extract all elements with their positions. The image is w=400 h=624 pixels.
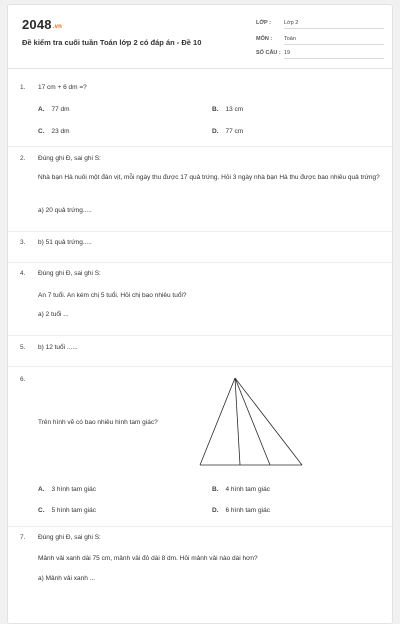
question-number: 4. <box>20 270 26 277</box>
option-text: 77 dm <box>51 106 70 113</box>
option-a[interactable] <box>38 106 70 113</box>
question-stem: Đúng ghi Đ, sai ghi S: <box>38 155 101 162</box>
header <box>8 5 394 67</box>
option-letter: A. <box>38 486 45 493</box>
question-divider <box>8 231 394 232</box>
triangle-figure <box>198 377 308 469</box>
question-number: 1. <box>20 84 26 91</box>
triangle-right-edge <box>235 378 302 465</box>
option-b[interactable] <box>212 106 243 113</box>
option-text: 77 cm <box>225 128 244 135</box>
question-number: 5. <box>20 344 26 351</box>
option-text: 5 hình tam giác <box>51 507 96 514</box>
logo-suffix: .vn <box>52 24 63 30</box>
question-stem: Đúng ghi Đ, sai ghi S: <box>38 534 101 541</box>
answer-statement[interactable]: a) 2 tuổi ... <box>38 311 69 318</box>
question-divider <box>8 262 394 263</box>
option-letter: B. <box>212 106 219 113</box>
answer-statement[interactable]: b) 51 quả trứng..... <box>38 239 92 246</box>
question-passage: Nhà bạn Hà nuôi một đàn vịt, mỗi ngày thu được 17 quả trứng. Hỏi 3 ngày nhà bạn Hà thu được bao nhiêu quả trứng? <box>38 174 380 181</box>
page-title: Đề kiểm tra cuối tuần Toán lớp 2 có đáp án - Đề 10 <box>22 38 202 47</box>
option-letter: C. <box>38 507 45 514</box>
option-letter: C. <box>38 128 45 135</box>
option-text: 13 cm <box>225 106 244 113</box>
option-c[interactable] <box>38 128 70 135</box>
class-label: LỚP : <box>256 20 271 26</box>
option-letter: B. <box>212 486 219 493</box>
option-text: 4 hình tam giác <box>225 486 270 493</box>
question-count-value: 19 <box>284 50 384 59</box>
triangle-inner-line-2 <box>235 378 270 465</box>
option-d[interactable] <box>212 128 243 135</box>
option-text: 23 dm <box>51 128 70 135</box>
answer-statement[interactable]: a) Mảnh vải xanh ... <box>38 575 96 582</box>
question-count-label: SỐ CÂU : <box>256 50 281 56</box>
logo-text: 2048 <box>22 17 52 32</box>
question-stem: 17 cm + 6 dm =? <box>38 84 87 91</box>
question-divider <box>8 526 394 527</box>
exam-sheet <box>7 4 393 624</box>
option-letter: D. <box>212 128 219 135</box>
subject-label: MÔN : <box>256 36 273 42</box>
option-letter: D. <box>212 507 219 514</box>
question-passage: Mảnh vải xanh dài 75 cm, mảnh vải đỏ dài 8 dm. Hỏi mảnh vải nào dài hơn? <box>38 555 258 562</box>
site-logo[interactable] <box>22 17 62 32</box>
option-letter: A. <box>38 106 45 113</box>
answer-statement[interactable]: b) 12 tuổi ...... <box>38 344 78 351</box>
option-a[interactable] <box>38 486 96 493</box>
subject-value: Toán <box>284 36 384 45</box>
option-text: 6 hình tam giác <box>225 507 270 514</box>
option-c[interactable] <box>38 507 96 514</box>
question-passage: An 7 tuổi. An kém chị 5 tuổi. Hỏi chị bao nhiêu tuổi? <box>38 292 187 299</box>
header-divider <box>8 68 394 69</box>
question-number: 7. <box>20 534 26 541</box>
question-number: 3. <box>20 239 26 246</box>
question-divider <box>8 146 394 147</box>
question-passage: Trên hình vẽ có bao nhiêu hình tam giác? <box>38 419 158 426</box>
class-value: Lớp 2 <box>284 20 384 29</box>
option-text: 3 hình tam giác <box>51 486 96 493</box>
question-divider <box>8 335 394 336</box>
option-d[interactable] <box>212 507 270 514</box>
question-number: 6. <box>20 376 26 383</box>
question-stem: Đúng ghi Đ, sai ghi S: <box>38 270 101 277</box>
question-number: 2. <box>20 155 26 162</box>
option-b[interactable] <box>212 486 270 493</box>
triangle-inner-line-1 <box>235 378 240 465</box>
triangle-left-edge <box>200 378 235 465</box>
answer-statement[interactable]: a) 20 quả trứng..... <box>38 207 92 214</box>
question-divider <box>8 366 394 367</box>
